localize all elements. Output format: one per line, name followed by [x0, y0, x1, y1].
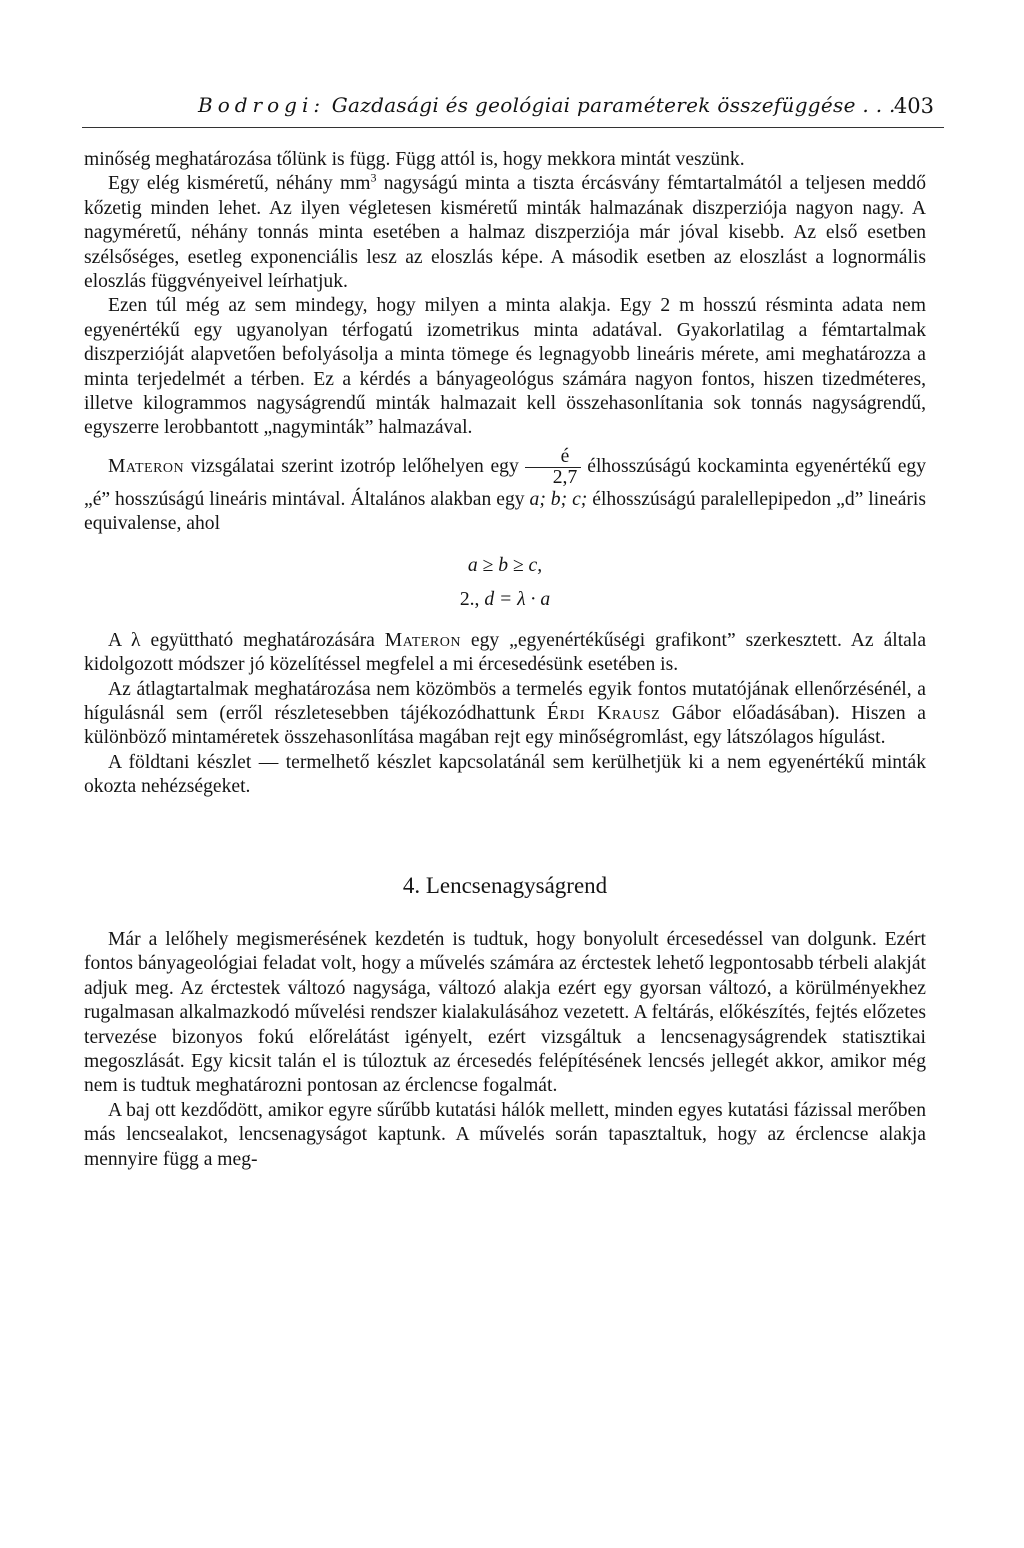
paragraph-9: A baj ott kezdődött, amikor egyre sűrűbb kutatási hálók mellett, minden egyes kutatási fázissal merőben más lencsealakot, lencsenagyságot kaptunk. A művelés során tapasztaltuk, hogy az érclencse alakja mennyire függ a meg- [84, 1099, 926, 1170]
author-name-materon: Materon [108, 455, 185, 477]
paragraph-5-rest: egy „egyenértékűségi grafikont” szerkesztett. Az általa kidolgozott módszer jó közelítéssel megfelel a mi ércesedésünk esetében is. [84, 629, 927, 676]
section-heading: 4. Lencsenagyságrend [402, 872, 608, 898]
paragraph-5 [84, 629, 926, 678]
paragraph-6-start: Az átlagtartalmak meghatározása nem közömbös a termelés egyik fontos mutatójának ellenőrzésénél, a hígulásnál sem (erről részletesebben tájékozódhattunk [84, 678, 926, 724]
formula-number: 2., [459, 588, 480, 610]
header-rule [82, 127, 944, 128]
fraction-numerator: é [525, 447, 582, 468]
paragraph-7: A földtani készlet — termelhető készlet kapcsolatánál sem kerülhetjük ki a nem egyenértékű minták okozta nehézségeket. [84, 751, 926, 798]
formula-body: d = λ · a [479, 588, 551, 610]
author-name-erdi-krausz: Érdi Krausz [546, 702, 661, 724]
formula-equivalence [84, 585, 926, 615]
running-header [82, 93, 944, 133]
paragraph-4-part-a: vizsgálatai szerint izotróp lelőhelyen egy [184, 455, 519, 477]
paragraph-4-part-b: élhosszúságú kockaminta egyenértékű egy „é” hosszúságú lineáris mintával. Általános alakban egy [84, 455, 926, 510]
superscript-3: 3 [370, 170, 377, 185]
paragraph-2-start: Egy elég kisméretű, néhány mm [108, 173, 371, 195]
paragraph-6 [84, 678, 926, 751]
paragraph-2-rest: nagyságú minta a tiszta ércásvány fémtartalmától a teljesen meddő kőzetig minden lehet. Az ilyen végletesen kisméretű minták halmazának diszperziója nagyon nagy. A nagyméretű, néhány tonnás minta esetében a halmaz diszperziója már jóval kisebb. Az első esetben szélsőséges, esetleg exponenciális lesz az eloszlás képe. A második esetben az eloszlást a lognormális eloszlás függvényeivel leírhatjuk. [84, 173, 926, 293]
author-name-materon-2: Materon [384, 629, 461, 651]
paragraph-8: Már a lelőhely megismerésének kezdetén is tudtuk, hogy bonyolult ércesedéssel van dolgunk. Ezért fontos bányageológiai feladat volt, hogy a művelés számára az érctestek lehető legpontosabb térbeli alakját adjuk meg. Az érctestek változó nagysága, változó alakja ezért egy gyorsan változó, a körülményekhez rugalmasan alkalmazkodó művelési rendszer kialakulásához vezetett. A feltárás, előkészítés, fejtés előzetes tervezése bizonyos fokú előrelátást igényelt, ezért vizsgáltuk a lencsenagyságrendek statisztikai megoszlását. Egy kicsit talán el is túloztuk az ércesedés felépítésének lencsés jellegét akkor, amikor még nem is tudtuk meghatározni pontosan az érclencse fogalmát. [84, 928, 926, 1097]
paragraph-3: Ezen túl még az sem mindegy, hogy milyen a minta alakja. Egy 2 m hosszú résminta adata nem egyenértékű egy ugyanolyan térfogatú izometrikus minta adatával. Gyakorlatilag a fémtartalmak diszperzióját alapvetően befolyásolja a minta tömege és legnagyobb lineáris mérete, ami meghatározza a minta terjedelmét a térben. Ez a kérdés a bányageológus számára nagyon fontos, hiszen tizedméteres, illetve kilogrammos nagyságrendű minták halmazait kell összehasonlítania sok tonnás nagyságrendű, egyszerre lerobbantott „nagyminták” halmazával. [84, 295, 926, 439]
body-text [84, 148, 926, 1172]
header-author: Bodrogi: [198, 93, 326, 117]
paragraph-2 [84, 172, 926, 294]
paragraph-4 [84, 447, 926, 537]
paragraph-5-start: A λ együttható meghatározására [108, 629, 385, 651]
page-number: 403 [893, 94, 934, 118]
paragraph-4-part-c: élhosszúságú paralellepipedon „d” lineáris equivalense, ahol [84, 488, 926, 535]
variables-abc: a; b; c; [529, 488, 588, 510]
fraction-e-over-2-7 [525, 447, 582, 488]
running-title [198, 93, 896, 117]
fraction-denominator: 2,7 [552, 466, 578, 488]
paragraph-1: minőség meghatározása tőlünk is függ. Függ attól is, hogy mekkora mintát veszünk. [84, 149, 745, 170]
paragraph-6-rest: Gábor előadásában). Hiszen a különböző mintaméretek összehasonlítása magában rejt egy minőségromlást, egy látszólagos hígulást. [84, 702, 926, 749]
formula-inequality: a ≥ b ≥ c, [467, 554, 543, 576]
header-title: Gazdasági és geológiai paraméterek összefüggése . . . [331, 93, 896, 117]
